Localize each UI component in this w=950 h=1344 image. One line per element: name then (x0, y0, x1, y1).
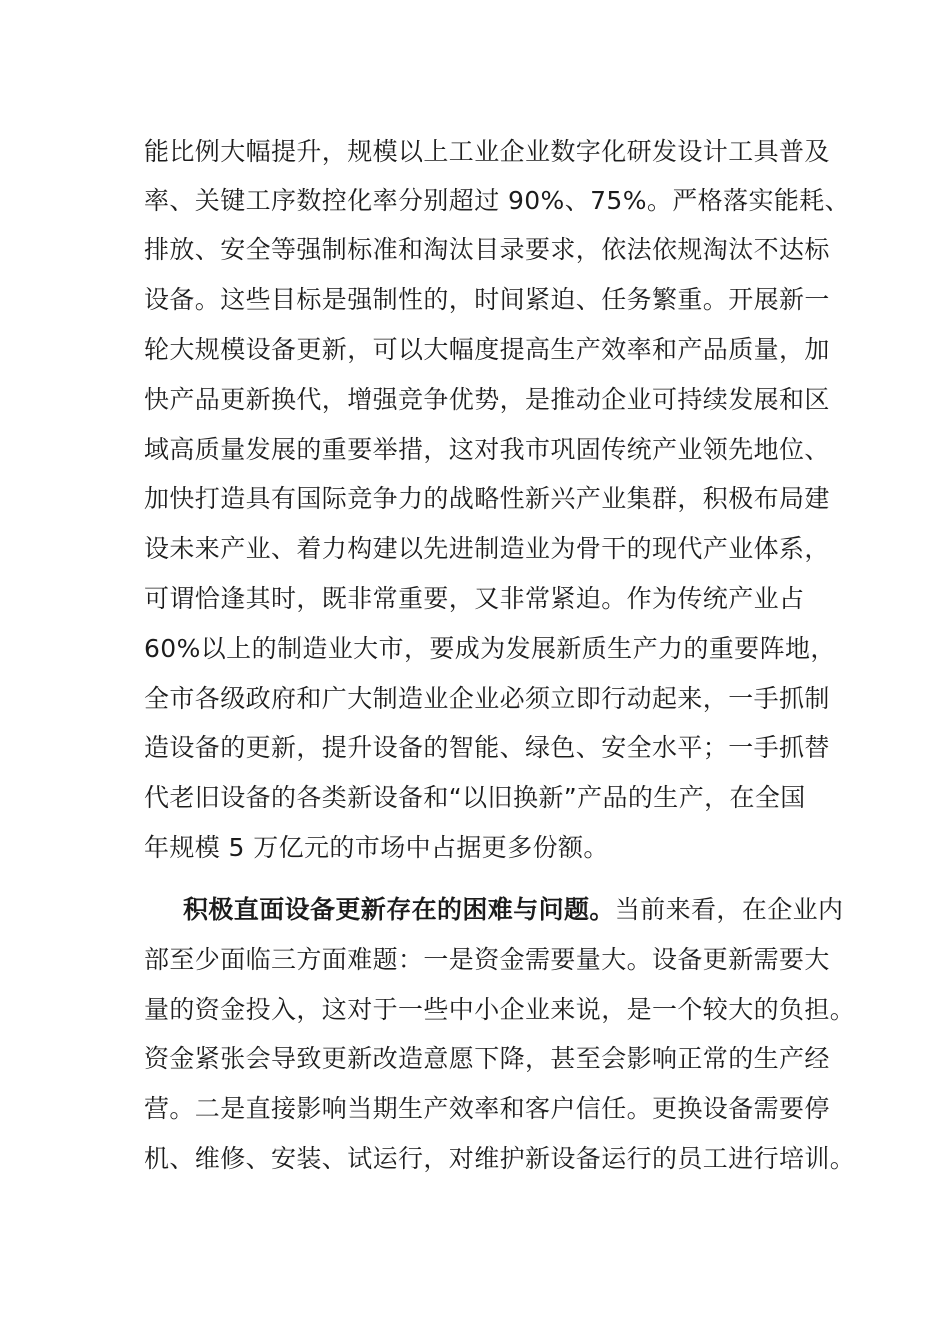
body-text-line: 能比例大幅提升，规模以上工业企业数字化研发设计工具普及 (144, 137, 830, 166)
paragraph-first-line (183, 894, 843, 926)
body-text-line: 代老旧设备的各类新设备和“以旧换新”产品的生产，在全国 (144, 783, 806, 812)
body-text-line: 快产品更新换代，增强竞争优势，是推动企业可持续发展和区 (144, 385, 830, 414)
body-text-line: 年规模 5 万亿元的市场中占据更多份额。 (144, 833, 609, 862)
body-text-line: 率、关键工序数控化率分别超过 90%、75%。严格落实能耗、 (144, 186, 851, 215)
body-text-line: 设备。这些目标是强制性的，时间紧迫、任务繁重。开展新一 (144, 285, 830, 314)
body-text-line: 资金紧张会导致更新改造意愿下降，甚至会影响正常的生产经 (144, 1044, 830, 1073)
body-text-line: 60%以上的制造业大市，要成为发展新质生产力的重要阵地， (144, 634, 836, 663)
body-text-line: 营。二是直接影响当期生产效率和客户信任。更换设备需要停 (144, 1094, 830, 1123)
body-text-line: 部至少面临三方面难题：一是资金需要量大。设备更新需要大 (144, 945, 830, 974)
body-text-line: 机、维修、安装、试运行，对维护新设备运行的员工进行培训。 (144, 1144, 856, 1173)
body-text-line: 全市各级政府和广大制造业企业必须立即行动起来，一手抓制 (144, 684, 830, 713)
body-text-line: 可谓恰逢其时，既非常重要，又非常紧迫。作为传统产业占 (144, 584, 805, 613)
body-text-line: 设未来产业、着力构建以先进制造业为骨干的现代产业体系， (144, 534, 830, 563)
body-text-line: 排放、安全等强制标准和淘汰目录要求，依法依规淘汰不达标 (144, 235, 830, 264)
body-text-line: 域高质量发展的重要举措，这对我市巩固传统产业领先地位、 (144, 435, 830, 464)
body-text-line: 量的资金投入，这对于一些中小企业来说，是一个较大的负担。 (144, 995, 856, 1024)
body-text-line: 加快打造具有国际竞争力的战略性新兴产业集群，积极布局建 (144, 484, 830, 513)
body-text-line: 造设备的更新，提升设备的智能、绿色、安全水平；一手抓替 (144, 733, 830, 762)
body-text-span: 当前来看，在企业内 (614, 895, 844, 924)
body-text-line: 轮大规模设备更新，可以大幅度提高生产效率和产品质量，加 (144, 335, 830, 364)
paragraph-heading: 积极直面设备更新存在的困难与问题。 (183, 895, 615, 924)
